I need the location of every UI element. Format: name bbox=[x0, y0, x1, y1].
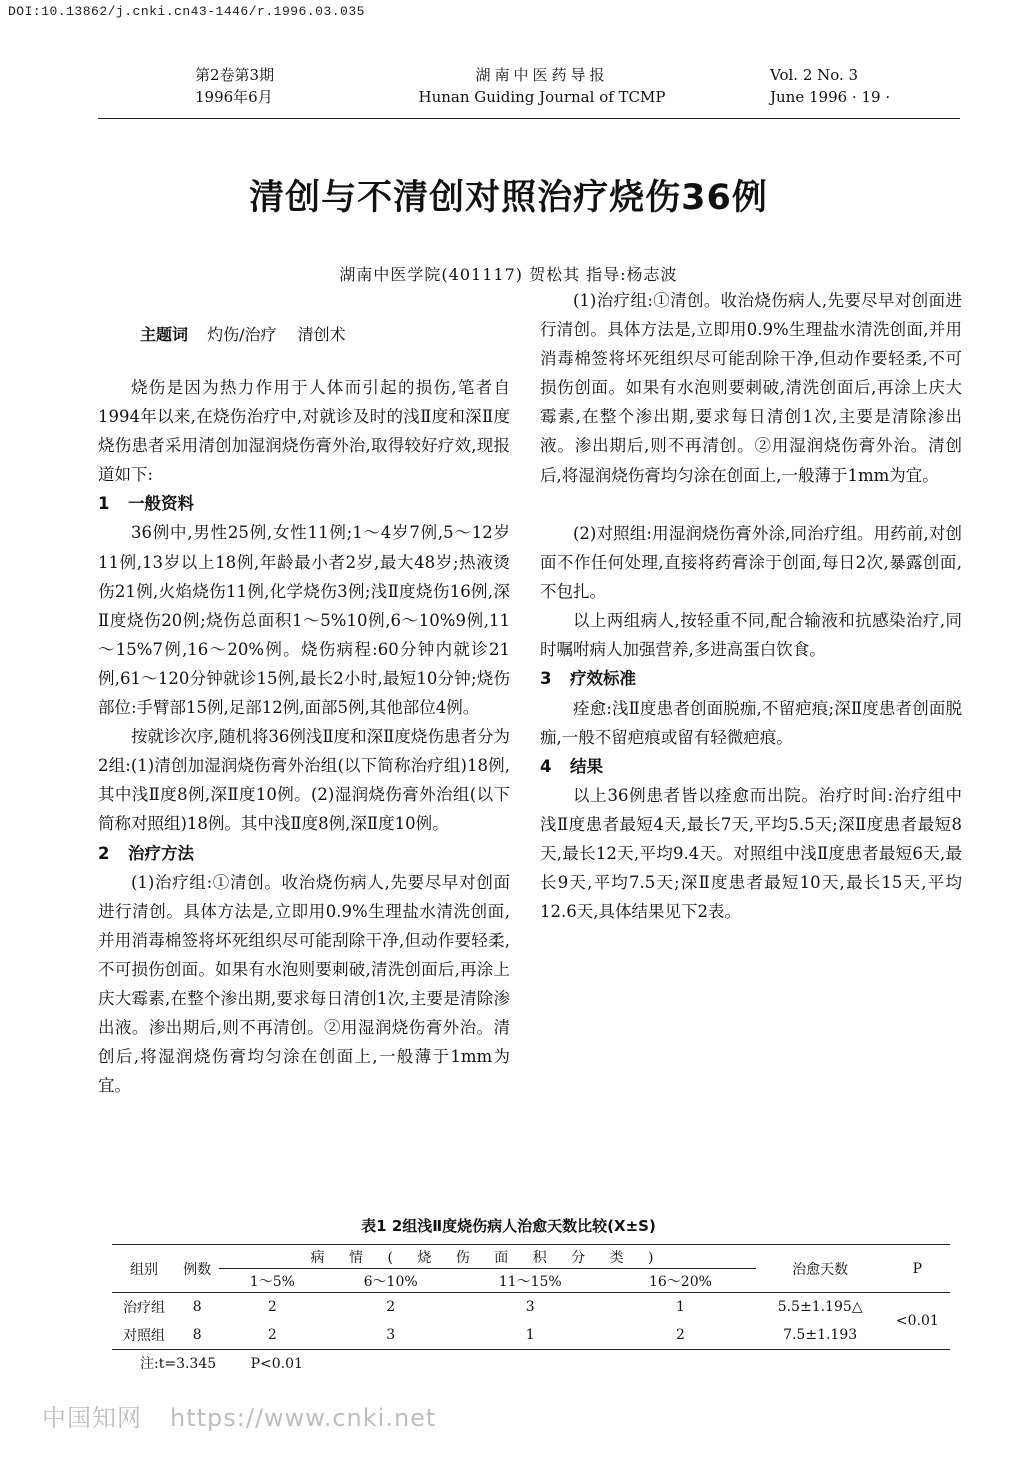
body-paragraph: 以上36例患者皆以痊愈而出院。治疗时间:治疗组中浅Ⅱ度患者最短4天,最长7天,平均5.5天;深Ⅱ度患者最短8天,最长12天,平均9.4天。对照组中浅Ⅱ度患者最短6天,最长9天,平均7.5天;深Ⅱ度患者最短10天,最长15天,平均12.6天,具体结果见下2表。 bbox=[540, 785, 962, 922]
body-paragraph: 以上两组病人,按轻重不同,配合输液和抗感染治疗,同时嘱咐病人加强营养,多进高蛋白饮食。 bbox=[540, 611, 962, 660]
section-number: 2 bbox=[98, 843, 110, 863]
header-cases: 例数 bbox=[176, 1245, 219, 1293]
section-title: 一般资料 bbox=[128, 494, 194, 514]
header-area-3: 11～15% bbox=[455, 1269, 605, 1293]
body-paragraph: (1)治疗组:①清创。收治烧伤病人,先要尽早对创面进行清创。具体方法是,立即用0.9%生理盐水清洗创面,并用消毒棉签将坏死组织尽可能刮除干净,但动作要轻柔,不可损伤创面。如果有水泡则要刺破,清洗创面后,再涂上庆大霉素,在整个渗出期,要求每日清创1次,主要是清除渗出液。渗出期后,则不再清创。②用湿润烧伤膏外治。清创后,将湿润烧伤膏均匀涂在创面上,一般薄于1mm为宜。 bbox=[98, 872, 510, 1096]
note-p-value: P<0.01 bbox=[250, 1356, 303, 1372]
cell-cases: 8 bbox=[176, 1321, 219, 1350]
section-heading bbox=[98, 489, 510, 518]
header-p: P bbox=[885, 1245, 950, 1293]
journal-name-en: Hunan Guiding Journal of TCMP bbox=[418, 88, 666, 106]
body-paragraph: 36例中,男性25例,女性11例;1～4岁7例,5～12岁11例,13岁以上18例,年龄最小者2岁,最大48岁;热液烫伤21例,火焰烧伤11例,化学烧伤3例;浅Ⅱ度烧伤16例,深Ⅱ度烧伤20例;烧伤总面积1～5%10例,6～10%9例,11～15%7例,16～20%例。烧伤病程:60分钟内就诊21例,61～120分钟就诊15例,最长2小时,最短10分钟;烧伤部位:手臂部15例,足部12例,面部5例,其他部位4例。 bbox=[98, 523, 510, 718]
header-area-1: 1～5% bbox=[219, 1269, 327, 1293]
header-area-2: 6～10% bbox=[326, 1269, 455, 1293]
page-number: June 1996 · 19 · bbox=[770, 88, 891, 106]
journal-name bbox=[412, 64, 672, 108]
continued-text: (1)治疗组:①清创。收治烧伤病人,先要尽早对创面进行清创。具体方法是,立即用0.9%生理盐水清洗创面,并用消毒棉签将坏死组织尽可能刮除干净,但动作要轻柔,不可损伤创面。如果有水泡则要刺破,清洗创面后,再涂上庆大霉素,在整个渗出期,要求每日清创1次,主要是清除渗出液。渗出期后,则不再清创。②用湿润烧伤膏外治。清创后,将湿润烧伤膏均匀涂在创面上,一般薄于1mm为宜。 bbox=[540, 291, 962, 485]
body-paragraph-continued bbox=[540, 286, 962, 519]
section-title: 结果 bbox=[570, 756, 603, 776]
body-paragraph: 痊愈:浅Ⅱ度患者创面脱痂,不留疤痕;深Ⅱ度患者创面脱痂,一般不留疤痕或留有轻微疤痕。 bbox=[540, 698, 962, 747]
note-t-value: 注:t=3.345 bbox=[140, 1356, 217, 1372]
author-line: 湖南中医学院(401117) 贺松其 指导:杨志波 bbox=[339, 265, 678, 284]
keywords bbox=[140, 322, 346, 345]
cell-area-4: 1 bbox=[676, 1299, 685, 1315]
cell-days: 7.5±1.193 bbox=[756, 1321, 885, 1350]
right-column bbox=[540, 291, 962, 926]
journal-issue bbox=[195, 64, 274, 108]
section-number: 4 bbox=[540, 756, 552, 776]
issue-date: 1996年6月 bbox=[195, 88, 273, 106]
section-title: 疗效标准 bbox=[570, 669, 636, 689]
header-days: 治愈天数 bbox=[756, 1245, 885, 1293]
cell-cases: 8 bbox=[192, 1299, 202, 1315]
journal-name-cn: 湖南中医药导报 bbox=[475, 66, 609, 84]
left-column bbox=[98, 373, 510, 1096]
cell-days: 5.5±1.195△ bbox=[777, 1299, 863, 1315]
header-rule bbox=[98, 118, 960, 119]
body-paragraph: (2)对照组:用湿润烧伤膏外涂,同治疗组。用药前,对创面不作任何处理,直接将药膏涂于创面,每日2次,暴露创面,不包扎。 bbox=[540, 524, 962, 602]
cell-area-2: 3 bbox=[326, 1321, 455, 1350]
watermark-url: https://www.cnki.net bbox=[170, 1404, 437, 1432]
article-title: 清创与不清创对照治疗烧伤36例 bbox=[249, 178, 768, 218]
volume-en: Vol. 2 No. 3 bbox=[770, 66, 859, 84]
cell-area-1: 2 bbox=[219, 1321, 327, 1350]
table-note bbox=[140, 1353, 333, 1373]
results-table bbox=[112, 1244, 950, 1350]
section-heading bbox=[540, 752, 962, 781]
keyword-item: 清创术 bbox=[297, 325, 346, 344]
keywords-label: 主题词 bbox=[140, 325, 189, 344]
keyword-item: 灼伤/治疗 bbox=[207, 325, 277, 344]
cell-p-value: <0.01 bbox=[885, 1293, 950, 1350]
journal-volume-en bbox=[770, 64, 890, 108]
table-row bbox=[112, 1293, 950, 1322]
cell-group: 对照组 bbox=[112, 1321, 176, 1350]
cell-group: 治疗组 bbox=[122, 1300, 165, 1316]
table-row bbox=[112, 1321, 950, 1350]
header-group: 组别 bbox=[112, 1245, 176, 1293]
cell-area-2: 2 bbox=[386, 1299, 396, 1315]
cell-area-3: 1 bbox=[455, 1321, 605, 1350]
section-heading bbox=[98, 839, 510, 868]
section-heading bbox=[540, 664, 962, 693]
cell-area-1: 2 bbox=[267, 1299, 277, 1315]
section-title: 治疗方法 bbox=[128, 843, 194, 863]
section-number: 1 bbox=[98, 494, 110, 514]
watermark-brand: 中国知网 bbox=[42, 1404, 142, 1432]
doi-line: DOI:10.13862/j.cnki.cn43-1446/r.1996.03.035 bbox=[8, 4, 365, 19]
cell-area-3: 3 bbox=[525, 1299, 535, 1315]
body-paragraph: 按就诊次序,随机将36例浅Ⅱ度和深Ⅱ度烧伤患者分为2组:(1)清创加湿润烧伤膏外治组(以下简称治疗组)18例,其中浅Ⅱ度8例,深Ⅱ度10例。(2)湿润烧伤膏外治组(以下简称对照组)18例。其中浅Ⅱ度8例,深Ⅱ度10例。 bbox=[98, 727, 510, 834]
section-number: 3 bbox=[540, 669, 552, 689]
header-condition: 病 情 ( 烧 伤 面 积 分 类 ) bbox=[219, 1245, 756, 1269]
header-area-4: 16～20% bbox=[605, 1269, 755, 1293]
table-caption: 表1 2组浅Ⅱ度烧伤病人治愈天数比较(X±S) bbox=[361, 1217, 656, 1235]
cell-area-4: 2 bbox=[605, 1321, 755, 1350]
issue-volume: 第2卷第3期 bbox=[195, 66, 275, 84]
intro-paragraph: 烧伤是因为热力作用于人体而引起的损伤,笔者自1994年以来,在烧伤治疗中,对就诊及时的浅Ⅱ度和深Ⅱ度烧伤患者采用清创加湿润烧伤膏外治,取得较好疗效,现报道如下: bbox=[98, 378, 510, 485]
cnki-watermark bbox=[42, 1398, 436, 1433]
